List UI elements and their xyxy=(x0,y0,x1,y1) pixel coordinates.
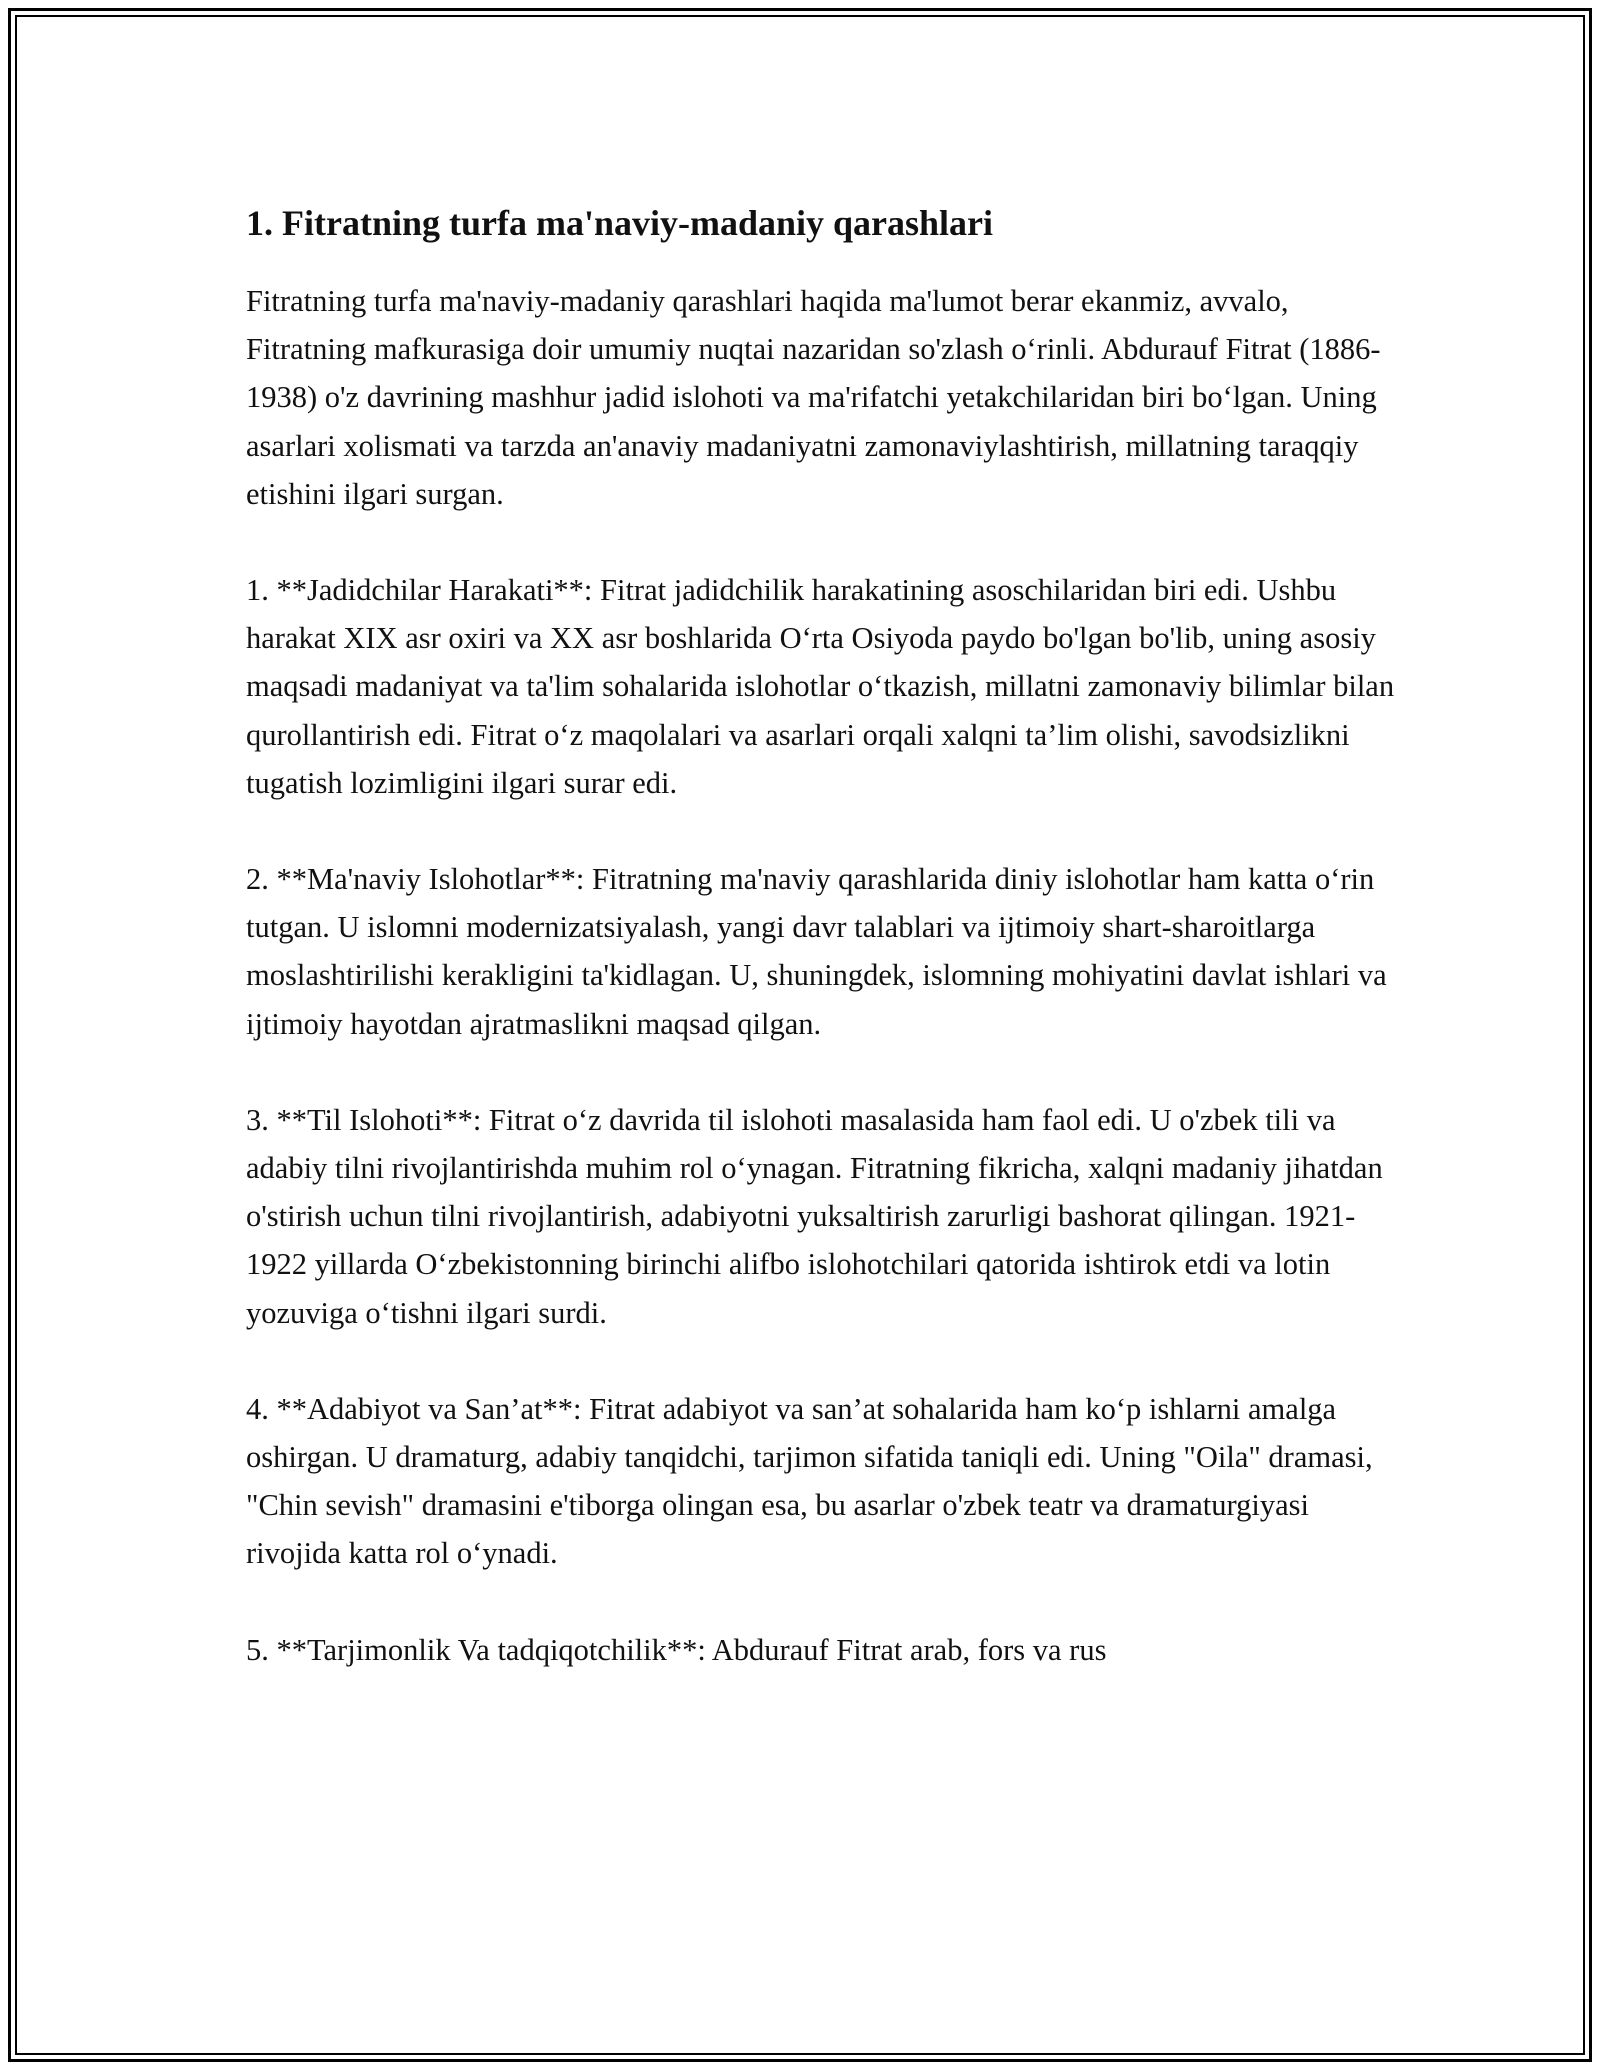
paragraph-intro: Fitratning turfa ma'naviy-madaniy qarashlari haqida ma'lumot berar ekanmiz, avvalo, Fitratning mafkurasiga doir umumiy nuqtai nazaridan so'zlash o‘rinli. Abdurauf Fitrat (1886-1938) o'z davrining mashhur jadid islohoti va ma'rifatchi yetakchilaridan biri bo‘lgan. Uning asarlari xolismati va tarzda an'anaviy madaniyatni zamonaviylashtirish, millatning taraqqiy etishini ilgari surgan. xyxy=(246,284,1381,511)
paragraph-tarjimonlik: 5. **Tarjimonlik Va tadqiqotchilik**: Abdurauf Fitrat arab, fors va rus xyxy=(246,1632,1107,1667)
page-frame xyxy=(8,8,1592,2062)
document-content xyxy=(246,199,1396,1722)
paragraph-til-islohoti: 3. **Til Islohoti**: Fitrat o‘z davrida til islohoti masalasida ham faol edi. U o'zbek tili va adabiy tilni rivojlantirishda muhim rol o‘ynagan. Fitratning fikricha, xalqni madaniy jihatdan o'stirish uchun tilni rivojlantirish, adabiyotni yuksaltirish zarurligi bashorat qilingan. 1921-1922 yillarda O‘zbekistonning birinchi alifbo islohotchilari qatorida ishtirok etdi va lotin yozuviga o‘tishni ilgari surdi. xyxy=(246,1102,1383,1330)
paragraph-manaviy-islohotlar: 2. **Ma'naviy Islohotlar**: Fitratning ma'naviy qarashlarida diniy islohotlar ham katta o‘rin tutgan. U islomni modernizatsiyalash, yangi davr talablari va ijtimoiy shart-sharoitlarga moslashtirilishi kerakligini ta'kidlagan. U, shuningdek, islomning mohiyatini davlat ishlari va ijtimoiy hayotdan ajratmaslikni maqsad qilgan. xyxy=(246,862,1387,1041)
document-title: 1. Fitratning turfa ma'naviy-madaniy qarashlari xyxy=(246,203,994,243)
paragraph-jadidchilar: 1. **Jadidchilar Harakati**: Fitrat jadidchilik harakatining asoschilaridan biri edi. Ushbu harakat XIX asr oxiri va XX asr boshlarida O‘rta Osiyoda paydo bo'lgan bo'lib, uning asosiy maqsadi madaniyat va ta'lim sohalarida islohotlar o‘tkazish, millatni zamonaviy bilimlar bilan qurollantirish edi. Fitrat o‘z maqolalari va asarlari orqali xalqni ta’lim olishi, savodsizlikni tugatish lozimligini ilgari surar edi. xyxy=(246,573,1395,800)
paragraph-adabiyot-sanat: 4. **Adabiyot va San’at**: Fitrat adabiyot va san’at sohalarida ham ko‘p ishlarni amalga oshirgan. U dramaturg, adabiy tanqidchi, tarjimon sifatida taniqli edi. Uning "Oila" dramasi, "Chin sevish" dramasini e'tiborga olingan esa, bu asarlar o'zbek teatr va dramaturgiyasi rivojida katta rol o‘ynadi. xyxy=(246,1391,1373,1571)
